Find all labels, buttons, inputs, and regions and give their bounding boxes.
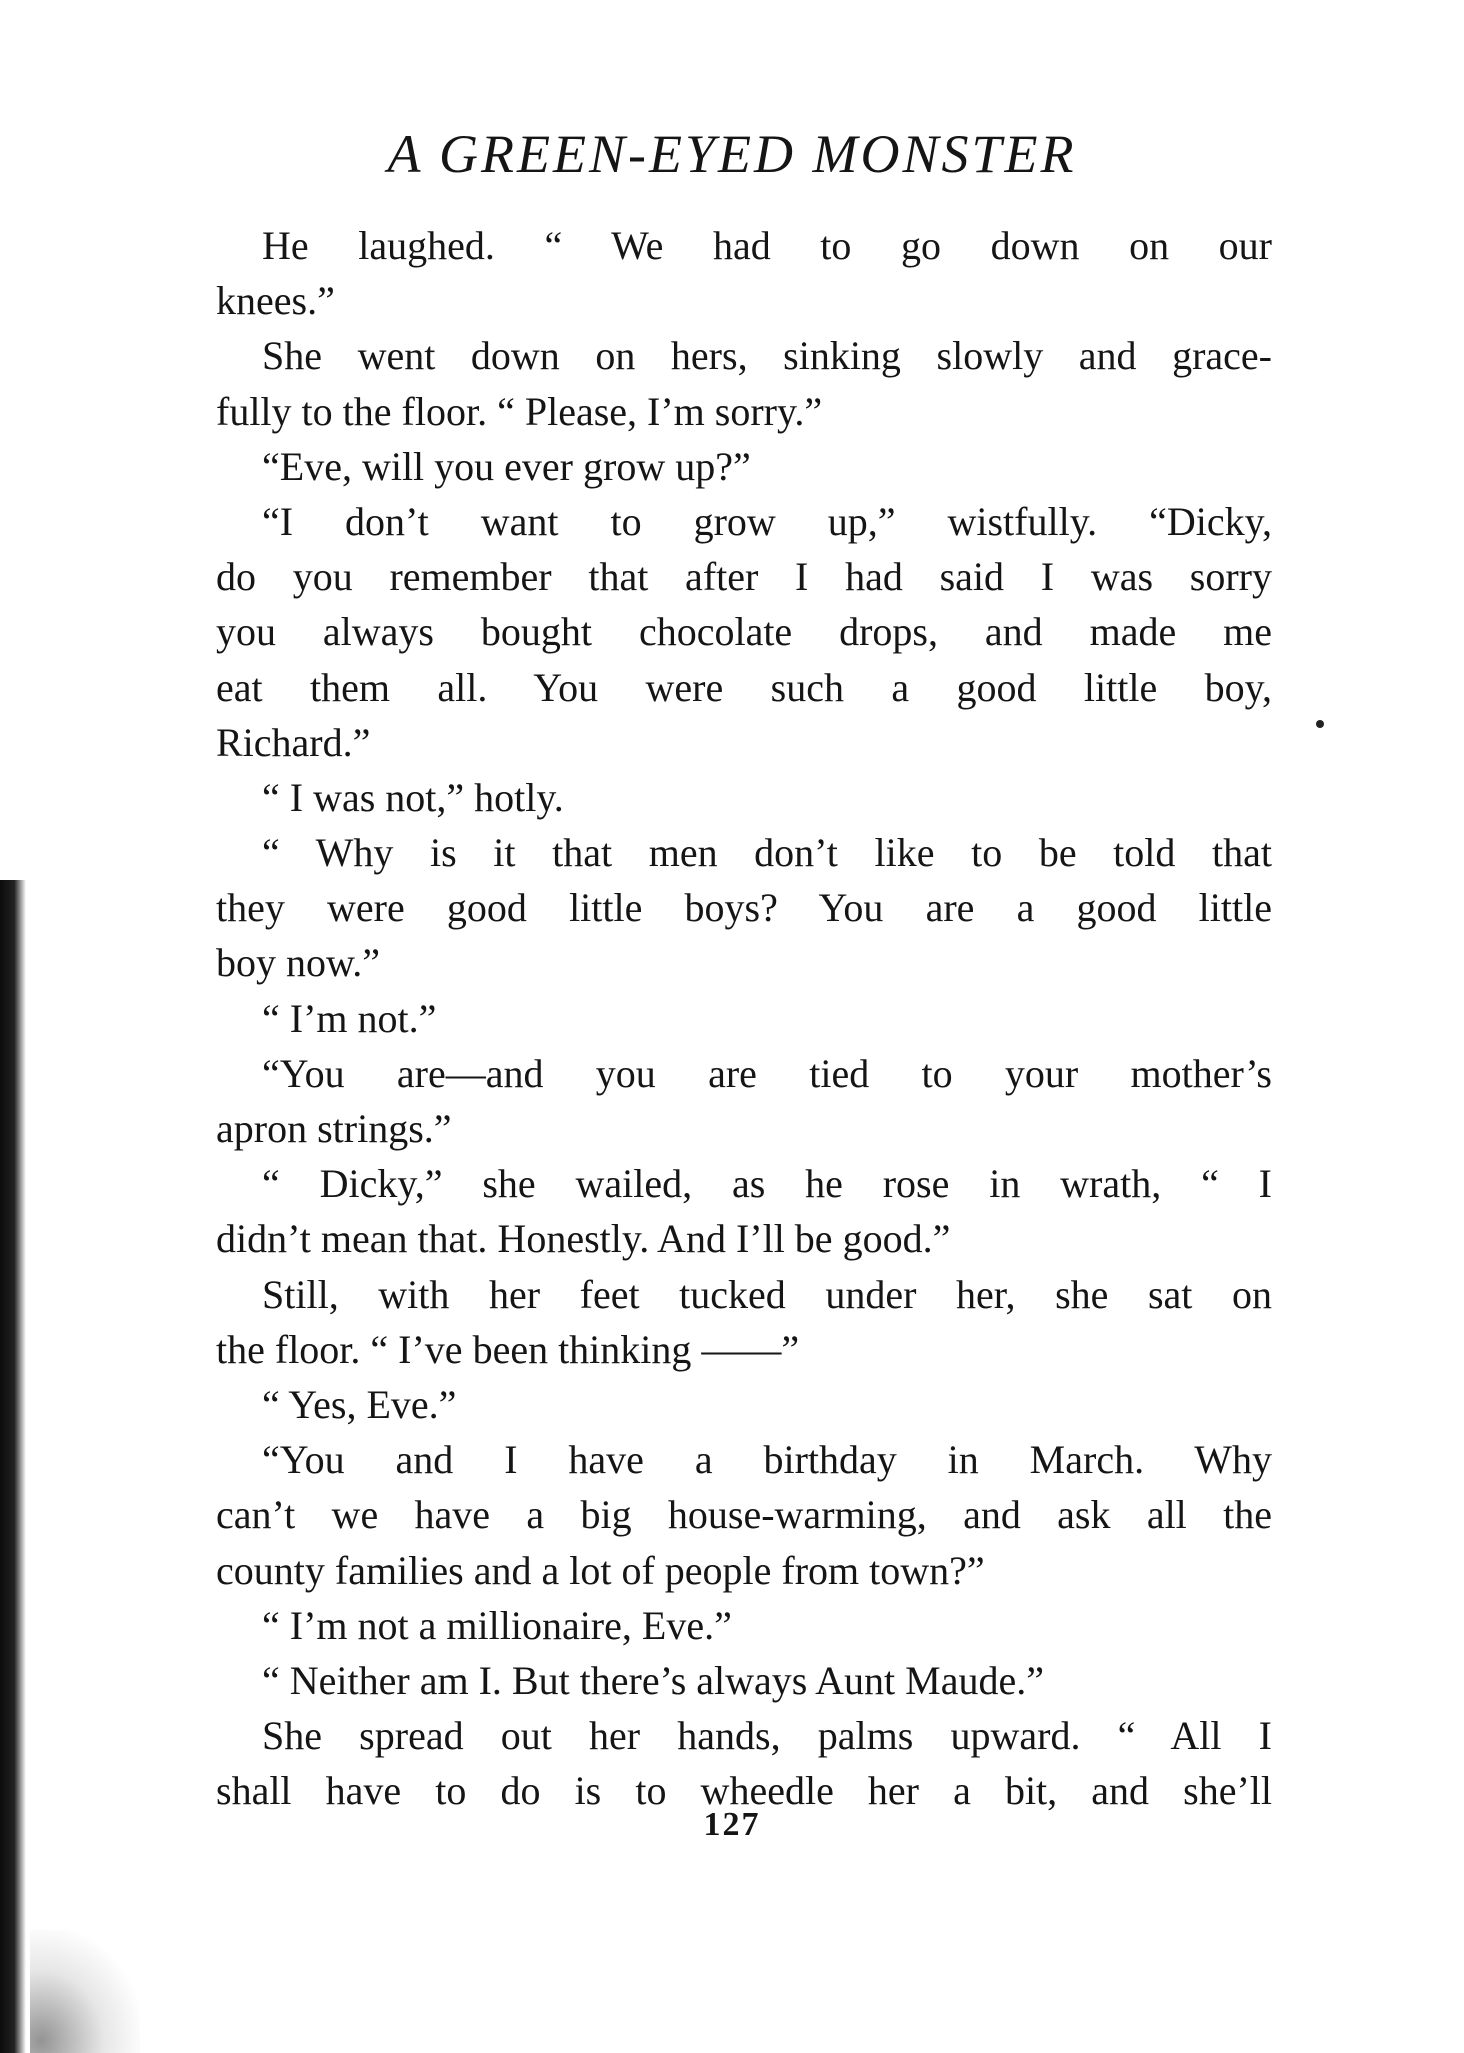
text-line: “ Neither am I. But there’s always Aunt Maude.” — [262, 1657, 1044, 1703]
scan-speck — [1316, 720, 1324, 728]
text-line: “You are—and you are tied to your mother’s — [262, 1050, 1272, 1096]
text-line: county families and a lot of people from town?” — [216, 1547, 985, 1593]
text-line: “You and I have a birthday in March. Why — [262, 1437, 1272, 1483]
scan-binding-shadow — [0, 880, 26, 2053]
text-line: you always bought chocolate drops, and made me — [216, 609, 1272, 655]
text-line: “Eve, will you ever grow up?” — [262, 443, 751, 489]
text-line: fully to the floor. “ Please, I’m sorry.” — [216, 388, 823, 434]
text-line: She went down on hers, sinking slowly and grace- — [262, 333, 1272, 379]
text-line: do you remember that after I had said I was sorry — [216, 554, 1272, 600]
text-line: Richard.” — [216, 719, 371, 765]
page-number: 127 — [703, 1806, 761, 1843]
text-line: “ I was not,” hotly. — [262, 774, 564, 820]
text-line: knees.” — [216, 278, 335, 324]
body-text — [216, 218, 1272, 1818]
text-line: boy now.” — [216, 940, 381, 986]
text-line: they were good little boys? You are a good little — [216, 885, 1272, 931]
text-line: apron strings.” — [216, 1106, 452, 1151]
text-line: “I don’t want to grow up,” wistfully. “Dicky, — [262, 498, 1272, 544]
text-line: Still, with her feet tucked under her, she sat on — [262, 1271, 1272, 1317]
text-line: “ I’m not.” — [262, 995, 437, 1041]
text-line: can’t we have a big house-warming, and ask all the — [216, 1492, 1272, 1538]
scan-corner-smudge — [30, 1930, 140, 2053]
text-line: “ I’m not a millionaire, Eve.” — [262, 1602, 732, 1648]
text-line: the floor. “ I’ve been thinking ——” — [216, 1326, 800, 1372]
text-line: shall have to do is to wheedle her a bit, and she’ll — [216, 1768, 1272, 1814]
text-line: “ Yes, Eve.” — [262, 1381, 457, 1427]
running-head: A GREEN-EYED MONSTER — [387, 124, 1077, 184]
text-line: didn’t mean that. Honestly. And I’ll be good.” — [216, 1216, 951, 1262]
text-line: eat them all. You were such a good little boy, — [216, 664, 1272, 710]
text-line: She spread out her hands, palms upward. “ All I — [262, 1713, 1272, 1759]
text-line: “ Dicky,” she wailed, as he rose in wrath, “ I — [262, 1161, 1272, 1207]
text-line: “ Why is it that men don’t like to be told that — [262, 830, 1272, 876]
text-line: He laughed. “ We had to go down on our — [262, 223, 1272, 268]
